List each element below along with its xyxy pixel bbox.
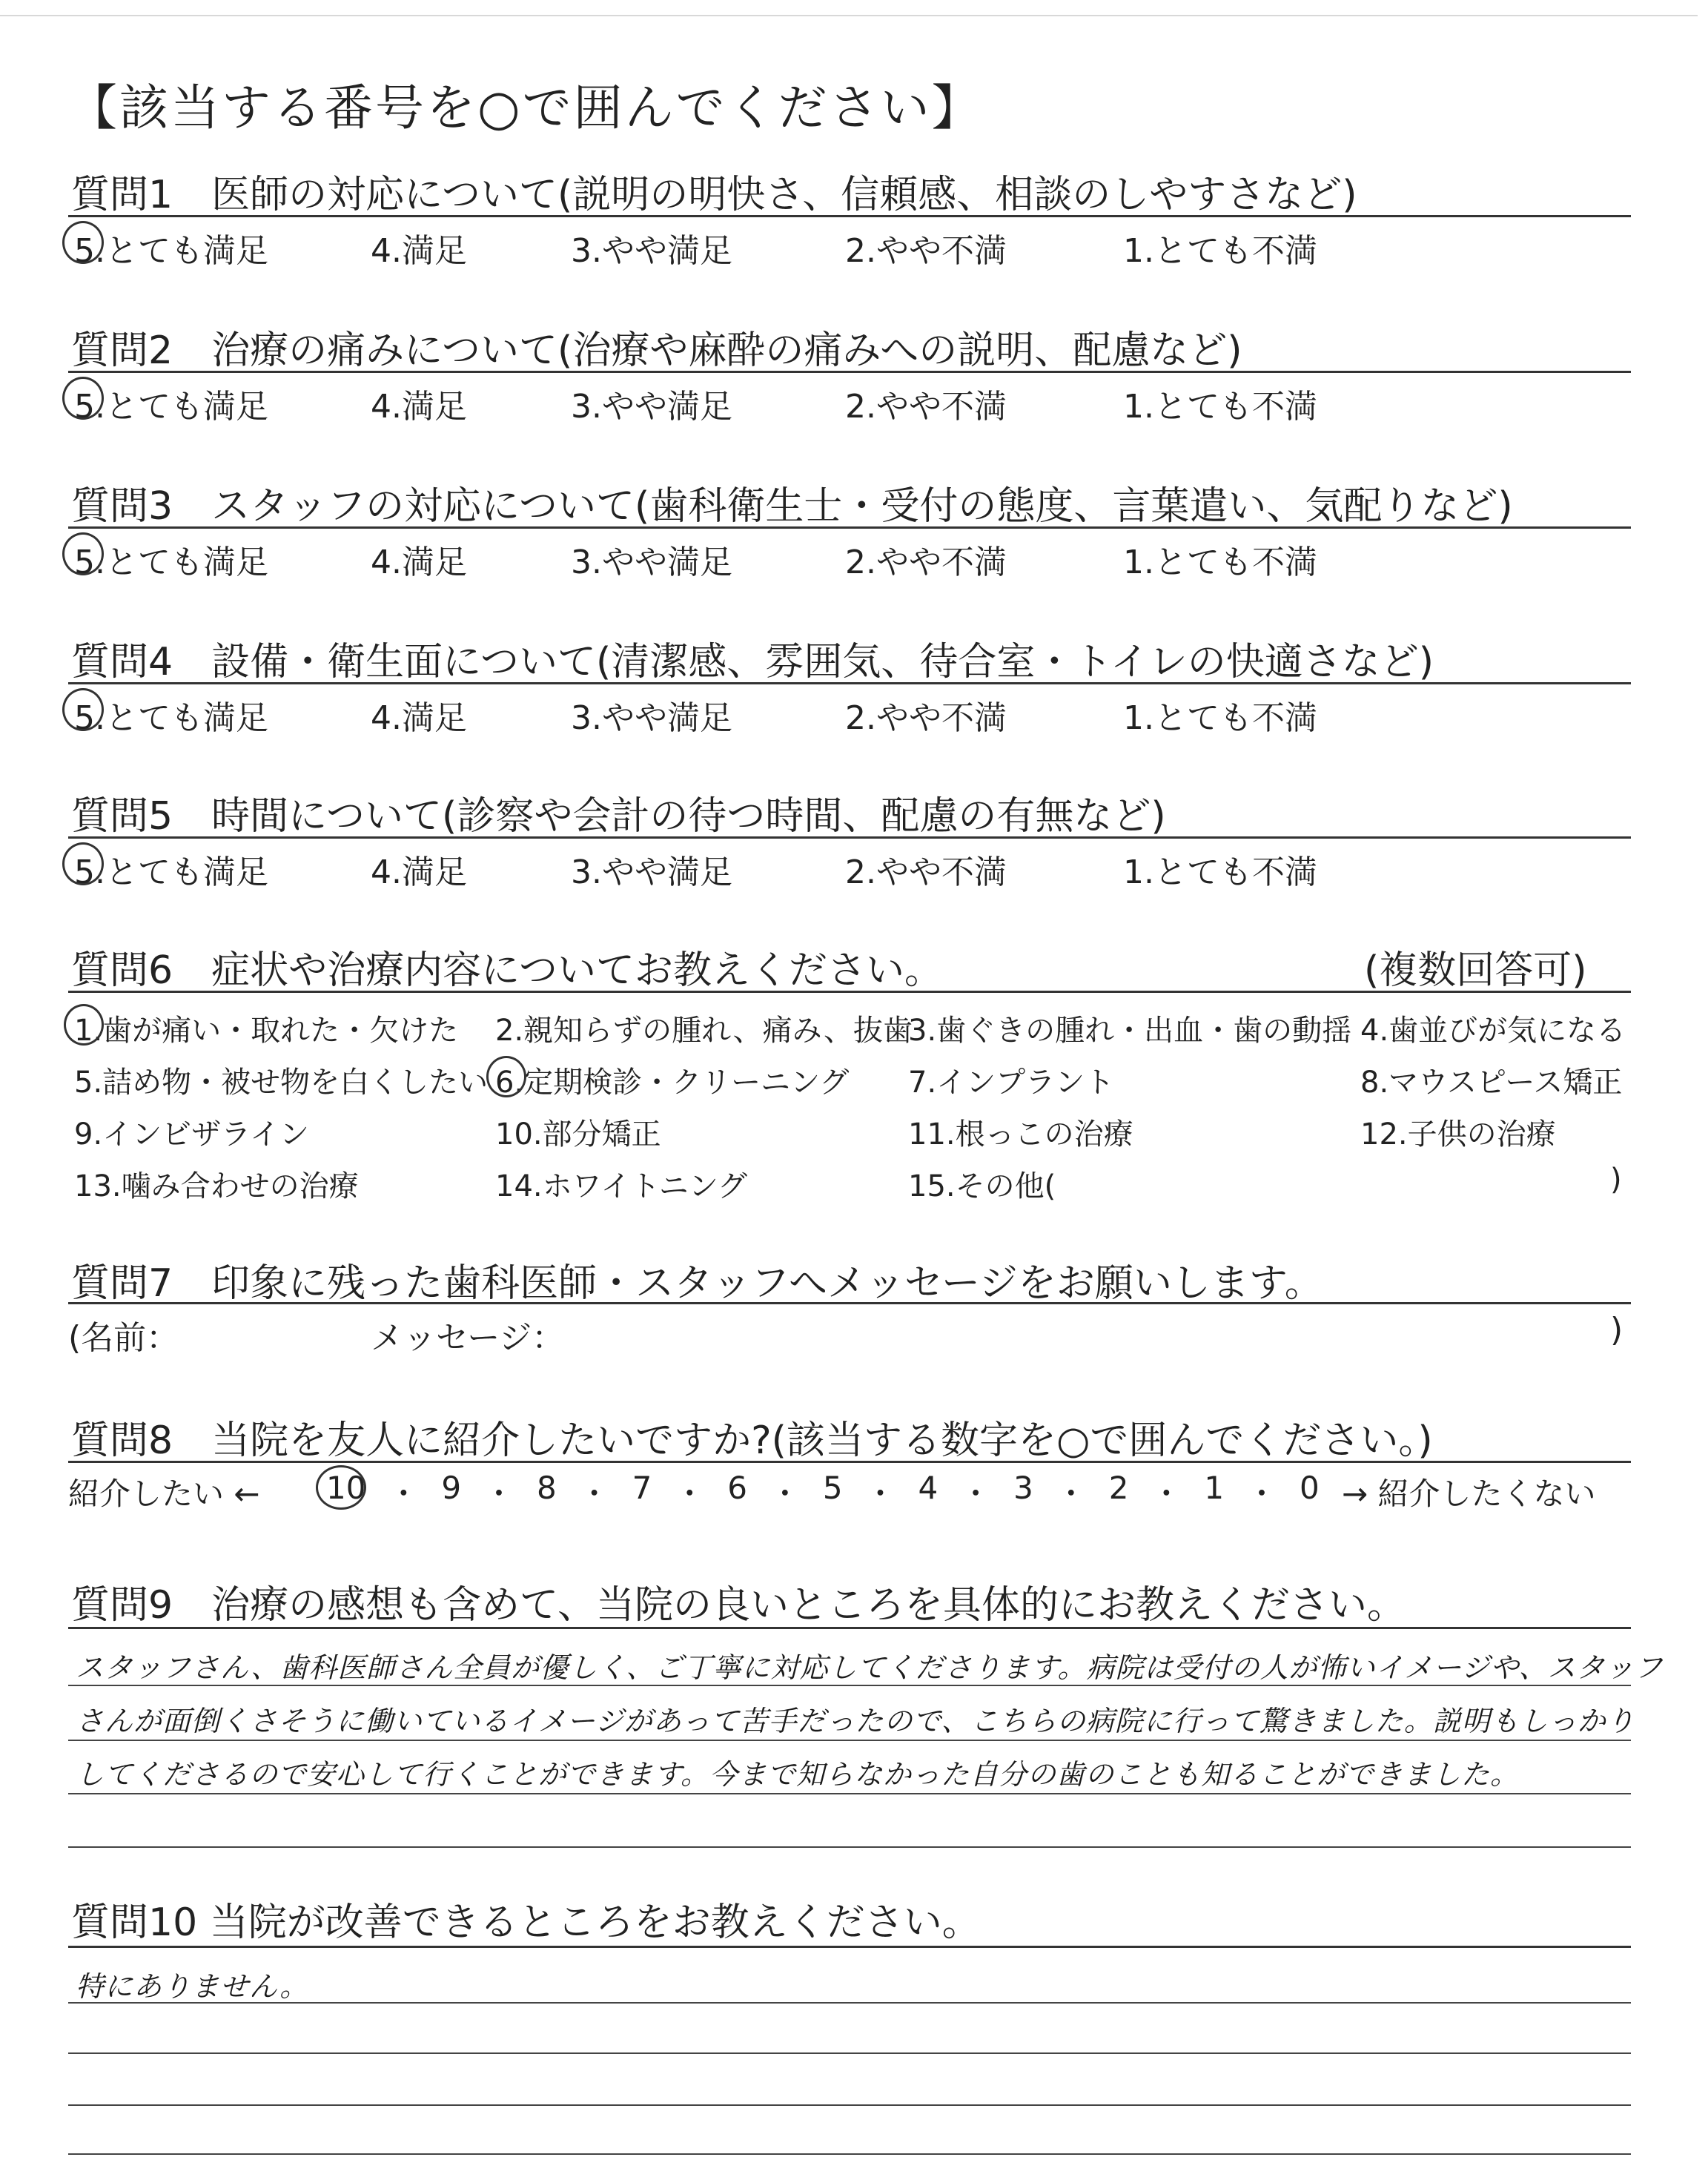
q3-selected-circle bbox=[62, 532, 104, 575]
q6-selected-circle-6 bbox=[486, 1056, 526, 1097]
question-2-rule bbox=[68, 371, 1631, 373]
q3-option-5[interactable]: 5.とても満足 bbox=[74, 544, 268, 581]
q4-option-3[interactable]: 3.やや満足 bbox=[571, 699, 732, 737]
q4-option-5[interactable]: 5.とても満足 bbox=[74, 699, 268, 737]
q8-scale bbox=[326, 1470, 1320, 1514]
q10-answer-rule-2 bbox=[68, 2052, 1631, 2054]
q8-scale-value[interactable]: 3 bbox=[1013, 1470, 1033, 1506]
q10-answer-rule-3 bbox=[68, 2104, 1631, 2106]
q3-option-2[interactable]: 2.やや不満 bbox=[845, 544, 1007, 581]
q6-option-14[interactable]: 14.ホワイトニング bbox=[495, 1169, 748, 1203]
q8-scale-separator: ・ bbox=[960, 1476, 992, 1512]
q8-scale-value[interactable]: 5 bbox=[822, 1470, 843, 1506]
q6-selected-circle-1 bbox=[64, 1004, 104, 1046]
q6-option-7[interactable]: 7.インプラント bbox=[908, 1066, 1115, 1100]
question-1-rule bbox=[68, 215, 1631, 217]
q7-message-label: メッセージ： bbox=[371, 1319, 565, 1357]
q8-scale-separator: ・ bbox=[388, 1476, 420, 1512]
q10-answer-line-1: 特にありません。 bbox=[76, 1970, 309, 2003]
q8-left-label: 紹介したい ← bbox=[68, 1476, 260, 1512]
q6-option-15[interactable]: 15.その他( bbox=[908, 1169, 1056, 1203]
q3-option-1[interactable]: 1.とても不満 bbox=[1123, 544, 1317, 581]
q9-answer-line-1: スタッフさん、歯科医師さん全員が優しく、ご丁寧に対応してくださります。病院は受付の人が怖いイメージや、スタッフ bbox=[76, 1651, 1664, 1684]
q5-option-5[interactable]: 5.とても満足 bbox=[74, 853, 268, 891]
q5-option-2[interactable]: 2.やや不満 bbox=[845, 853, 1007, 891]
q8-right-label: → 紹介したくない bbox=[1342, 1476, 1596, 1512]
q4-option-2[interactable]: 2.やや不満 bbox=[845, 699, 1007, 737]
q8-scale-separator: ・ bbox=[483, 1476, 515, 1512]
q6-option-5[interactable]: 5.詰め物・被せ物を白くしたい bbox=[74, 1066, 489, 1100]
q8-scale-value[interactable]: 10 bbox=[326, 1470, 366, 1506]
q8-scale-separator: ・ bbox=[1151, 1476, 1182, 1512]
q1-option-1[interactable]: 1.とても不満 bbox=[1123, 232, 1317, 270]
q5-selected-circle bbox=[62, 842, 104, 885]
q9-answer-rule-4 bbox=[68, 1846, 1631, 1848]
q2-option-1[interactable]: 1.とても不満 bbox=[1123, 388, 1317, 426]
q8-scale-separator: ・ bbox=[1246, 1476, 1278, 1512]
q2-option-2[interactable]: 2.やや不満 bbox=[845, 388, 1007, 426]
q8-scale-value[interactable]: 1 bbox=[1204, 1470, 1225, 1506]
question-8-title: 質問8 当院を友人に紹介したいですか?(該当する数字を○で囲んでください。) bbox=[71, 1418, 1433, 1463]
form-title: 【該当する番号を○で囲んでください】 bbox=[68, 79, 983, 136]
question-4-title: 質問4 設備・衛生面について(清潔感、雰囲気、待合室・トイレの快適さなど) bbox=[71, 640, 1434, 684]
q8-scale-value[interactable]: 8 bbox=[536, 1470, 557, 1506]
question-9-rule bbox=[68, 1627, 1631, 1629]
q2-selected-circle bbox=[62, 377, 104, 420]
question-5-title: 質問5 時間について(診察や会計の待つ時間、配慮の有無など) bbox=[71, 794, 1166, 839]
question-6-title: 質問6 症状や治療内容についてお教えください。 bbox=[71, 948, 944, 993]
question-8-rule bbox=[68, 1461, 1631, 1463]
q6-option-3[interactable]: 3.歯ぐきの腫れ・出血・歯の動揺 bbox=[908, 1014, 1352, 1048]
question-10-rule bbox=[68, 1946, 1631, 1948]
question-3-title: 質問3 スタッフの対応について(歯科衛生士・受付の態度、言葉遣い、気配りなど) bbox=[71, 484, 1513, 529]
q1-option-3[interactable]: 3.やや満足 bbox=[571, 232, 732, 270]
q6-other-close-paren: ) bbox=[1610, 1163, 1622, 1197]
q8-selected-circle bbox=[316, 1465, 366, 1510]
q1-selected-circle bbox=[62, 221, 104, 264]
q1-option-5[interactable]: 5.とても満足 bbox=[74, 232, 268, 270]
q6-option-12[interactable]: 12.子供の治療 bbox=[1360, 1117, 1556, 1152]
q6-option-1[interactable]: 1.歯が痛い・取れた・欠けた bbox=[74, 1014, 459, 1048]
q2-option-5[interactable]: 5.とても満足 bbox=[74, 388, 268, 426]
q1-option-4[interactable]: 4.満足 bbox=[371, 232, 467, 270]
q7-name-label: (名前： bbox=[68, 1319, 179, 1357]
q10-answer-rule-4 bbox=[68, 2153, 1631, 2155]
q9-answer-rule-2 bbox=[68, 1740, 1631, 1741]
q8-scale-value[interactable]: 9 bbox=[441, 1470, 462, 1506]
q8-scale-value[interactable]: 0 bbox=[1299, 1470, 1320, 1506]
q6-option-6[interactable]: 6.定期検診・クリーニング bbox=[495, 1066, 850, 1100]
question-4-rule bbox=[68, 682, 1631, 684]
q8-scale-separator: ・ bbox=[769, 1476, 801, 1512]
q8-scale-value[interactable]: 7 bbox=[632, 1470, 652, 1506]
question-5-rule bbox=[68, 836, 1631, 839]
q2-option-3[interactable]: 3.やや満足 bbox=[571, 388, 732, 426]
question-3-rule bbox=[68, 526, 1631, 529]
q9-answer-rule-1 bbox=[68, 1685, 1631, 1686]
q8-scale-value[interactable]: 2 bbox=[1108, 1470, 1129, 1506]
q6-option-2[interactable]: 2.親知らずの腫れ、痛み、抜歯 bbox=[495, 1014, 913, 1048]
q6-option-8[interactable]: 8.マウスピース矯正 bbox=[1360, 1066, 1623, 1100]
question-6-note: (複数回答可) bbox=[1364, 948, 1587, 993]
q7-close-paren: ) bbox=[1610, 1311, 1623, 1349]
question-2-title: 質問2 治療の痛みについて(治療や麻酔の痛みへの説明、配慮など) bbox=[71, 328, 1242, 373]
q6-option-9[interactable]: 9.インビザライン bbox=[74, 1117, 309, 1152]
question-7-title: 質問7 印象に残った歯科医師・スタッフへメッセージをお願いします。 bbox=[71, 1261, 1323, 1306]
q8-scale-value[interactable]: 6 bbox=[727, 1470, 747, 1506]
page-top-edge bbox=[0, 15, 1698, 16]
q10-answer-rule-1 bbox=[68, 2002, 1631, 2004]
question-7-rule bbox=[68, 1302, 1631, 1304]
q6-option-4[interactable]: 4.歯並びが気になる bbox=[1360, 1014, 1626, 1048]
q3-option-3[interactable]: 3.やや満足 bbox=[571, 544, 732, 581]
q6-option-10[interactable]: 10.部分矯正 bbox=[495, 1117, 661, 1152]
q8-scale-separator: ・ bbox=[864, 1476, 896, 1512]
q1-option-2[interactable]: 2.やや不満 bbox=[845, 232, 1007, 270]
q2-option-4[interactable]: 4.満足 bbox=[371, 388, 467, 426]
question-9-title: 質問9 治療の感想も含めて、当院の良いところを具体的にお教えください。 bbox=[71, 1583, 1406, 1628]
question-6-rule bbox=[68, 991, 1631, 993]
q3-option-4[interactable]: 4.満足 bbox=[371, 544, 467, 581]
q8-scale-separator: ・ bbox=[674, 1476, 706, 1512]
q8-scale-value[interactable]: 4 bbox=[918, 1470, 939, 1506]
q6-option-11[interactable]: 11.根っこの治療 bbox=[908, 1117, 1133, 1152]
q5-option-1[interactable]: 1.とても不満 bbox=[1123, 853, 1317, 891]
q9-answer-rule-3 bbox=[68, 1793, 1631, 1794]
q5-option-4[interactable]: 4.満足 bbox=[371, 853, 467, 891]
q5-option-3[interactable]: 3.やや満足 bbox=[571, 853, 732, 891]
q8-scale-separator: ・ bbox=[1055, 1476, 1087, 1512]
q8-scale-separator: ・ bbox=[578, 1476, 610, 1512]
q9-answer-line-2: さんが面倒くさそうに働いているイメージがあって苦手だったので、こちらの病院に行って驚きました。説明もしっかり bbox=[76, 1705, 1635, 1737]
q4-option-4[interactable]: 4.満足 bbox=[371, 699, 467, 737]
q9-answer-line-3: してくださるので安心して行くことができます。今まで知らなかった自分の歯のことも知ることができました。 bbox=[76, 1758, 1519, 1791]
q4-option-1[interactable]: 1.とても不満 bbox=[1123, 699, 1317, 737]
question-10-title: 質問10 当院が改善できるところをお教えください。 bbox=[71, 1900, 981, 1945]
q4-selected-circle bbox=[62, 688, 104, 731]
question-1-title: 質問1 医師の対応について(説明の明快さ、信頼感、相談のしやすさなど) bbox=[71, 173, 1357, 217]
q6-option-13[interactable]: 13.噛み合わせの治療 bbox=[74, 1169, 359, 1203]
